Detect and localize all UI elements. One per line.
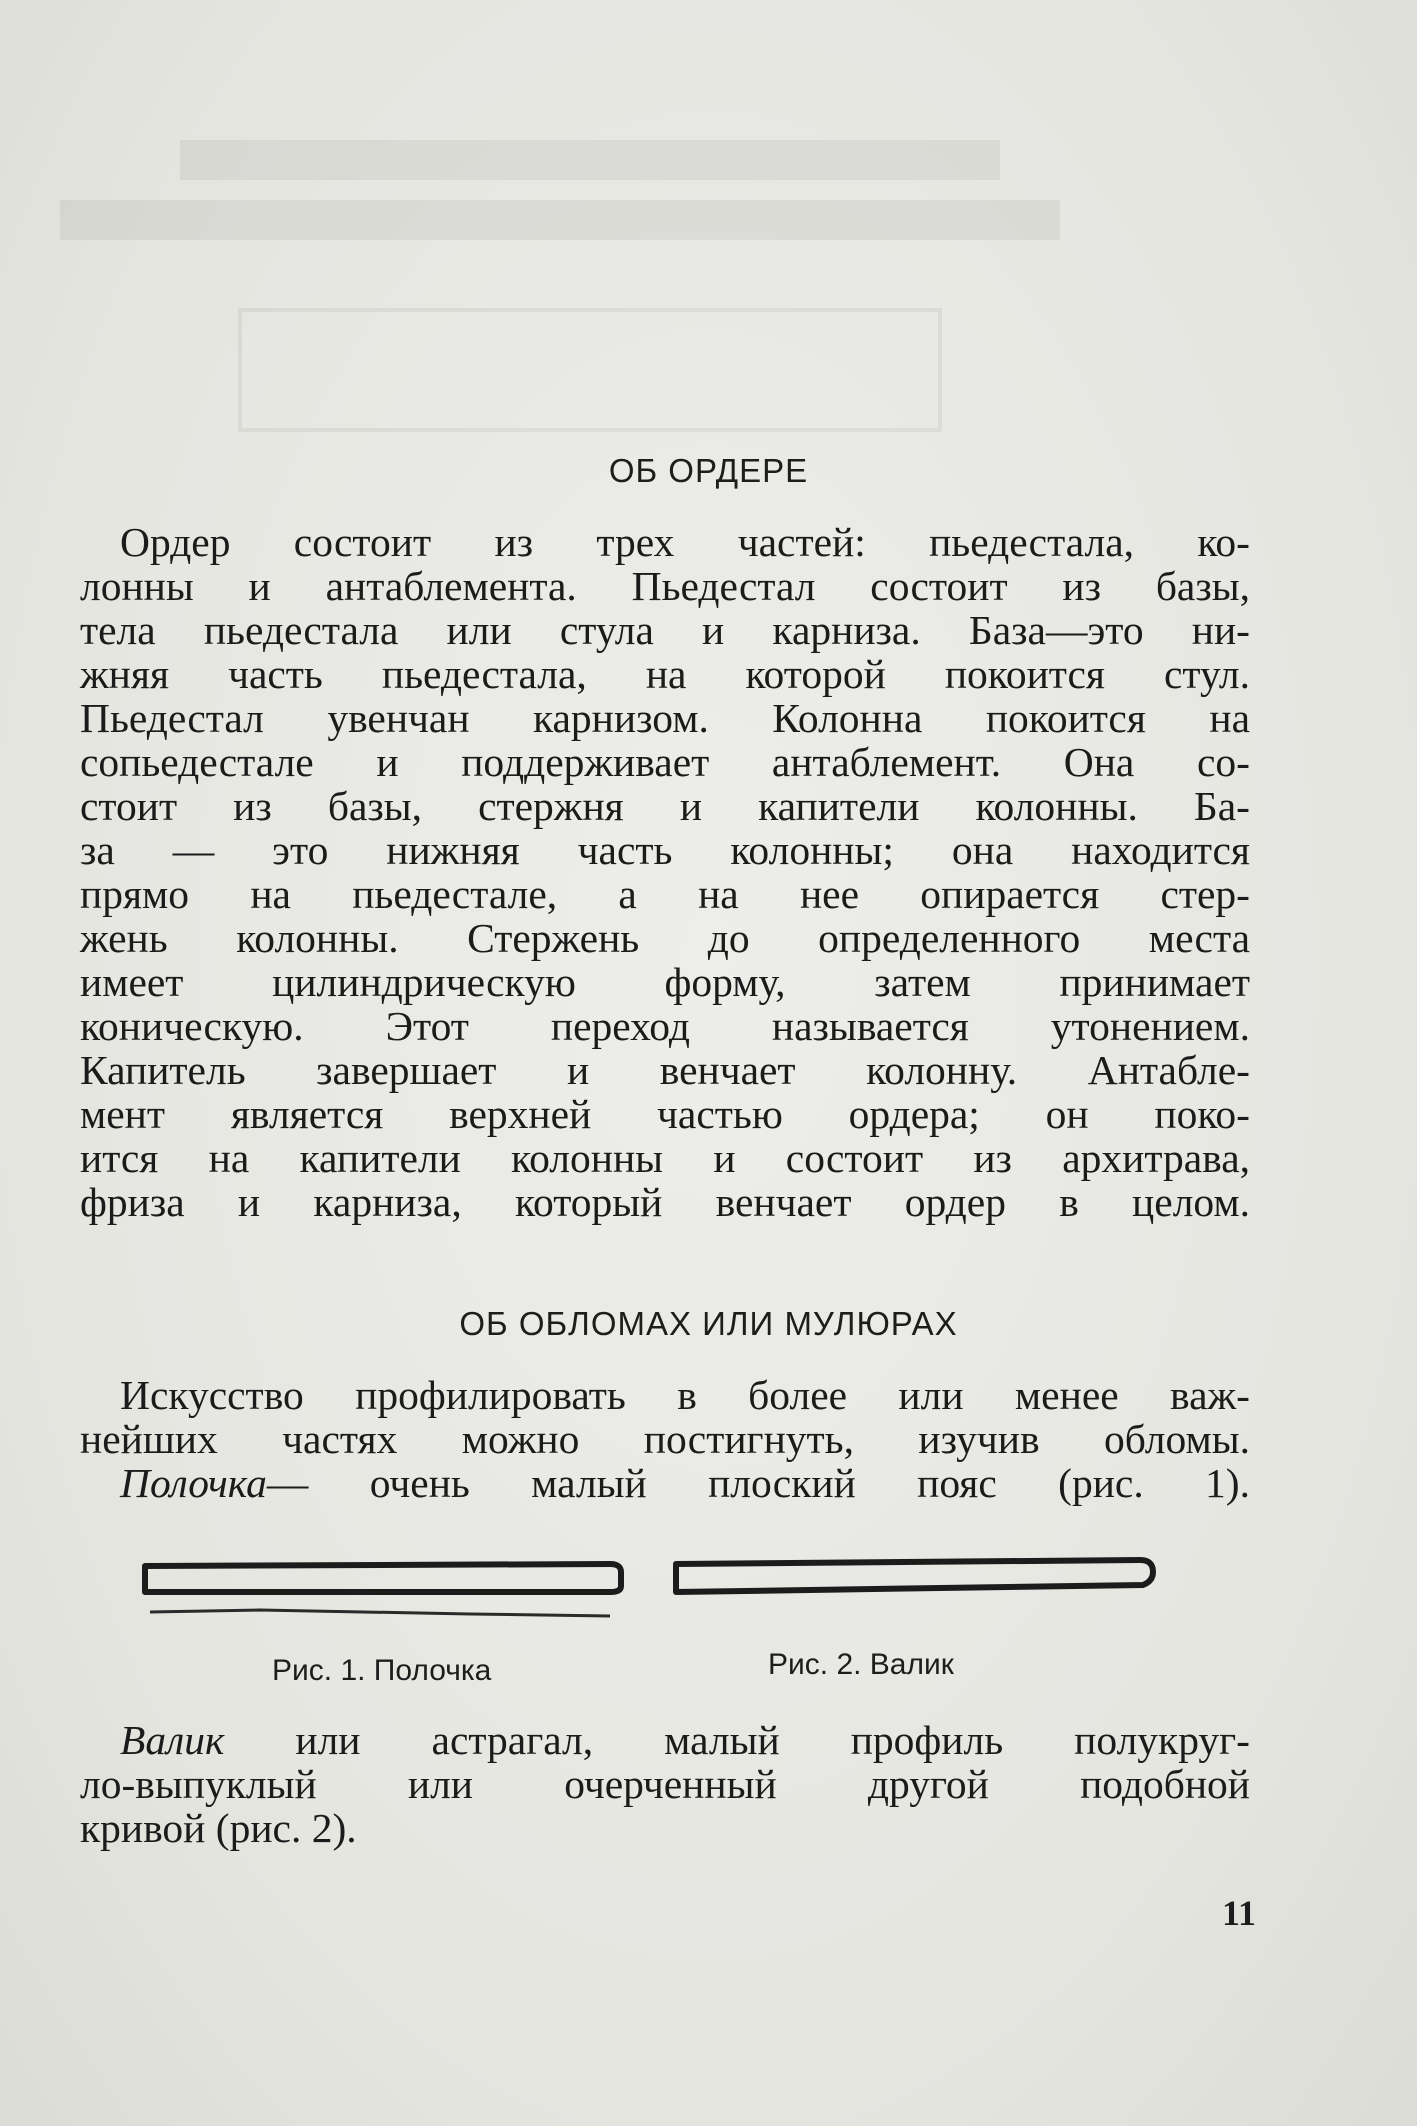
figure-2-caption: Рис. 2. Валик — [768, 1648, 954, 1681]
text-line: ло-выпуклый или очерченный другой подобной — [80, 1761, 1250, 1807]
polochka-term: Полочка — [120, 1460, 267, 1506]
text-line: коническую. Этот переход называется утонением. — [80, 1003, 1250, 1049]
text-line: имеет цилиндрическую форму, затем принимает — [80, 959, 1250, 1005]
text-line: Капитель завершает и венчает колонну. Антабле- — [80, 1047, 1250, 1093]
text-line: фриза и карниза, который венчает ордер в целом. — [80, 1179, 1250, 1225]
section-title-moldings: ОБ ОБЛОМАХ ИЛИ МУЛЮРАХ — [459, 1305, 958, 1342]
valik-definition: или астрагал, малый профиль полукруг- — [224, 1717, 1250, 1763]
valik-term: Валик — [120, 1717, 225, 1763]
flat-band-profile-icon — [145, 1564, 621, 1616]
text-line: за — это нижняя часть колонны; она находится — [80, 827, 1250, 873]
text-line: прямо на пьедестале, а на нее опирается стер- — [80, 871, 1250, 917]
text-line: тела пьедестала или стула и карниза. База—это ни- — [80, 607, 1250, 653]
text-line-content: Искусство профилировать в более или менее важ- — [120, 1372, 1250, 1418]
valik-line — [80, 1718, 1250, 1762]
polochka-definition: — очень малый плоский пояс (рис. 1). — [266, 1460, 1250, 1506]
text-line: ится на капители колонны и состоит из архитрава, — [80, 1135, 1250, 1181]
text-line — [80, 1373, 1250, 1417]
valik-paragraph — [80, 1718, 1250, 1850]
figure-1-caption: Рис. 1. Полочка — [272, 1654, 492, 1687]
polochka-line — [80, 1461, 1250, 1505]
text-line: лонны и антаблемента. Пьедестал состоит из базы, — [80, 563, 1250, 609]
text-line: Пьедестал увенчан карнизом. Колонна покоится на — [80, 695, 1250, 741]
page-number: 11 — [1222, 1893, 1257, 1933]
text-line: жень колонны. Стержень до определенного места — [80, 915, 1250, 961]
text-line — [80, 520, 1250, 564]
order-paragraph — [80, 520, 1250, 1224]
profile-figures — [140, 1550, 1180, 1630]
text-line: кривой (рис. 2). — [80, 1805, 357, 1851]
text-line: мент является верхней частью ордера; он поко- — [80, 1091, 1250, 1137]
text-line: нейших частях можно постигнуть, изучив обломы. — [80, 1416, 1250, 1462]
moldings-paragraph — [80, 1373, 1250, 1505]
rounded-roll-profile-icon — [676, 1560, 1153, 1592]
text-line-content: Ордер состоит из трех частей: пьедестала, ко- — [120, 519, 1250, 565]
text-line: сопьедестале и поддерживает антаблемент. Она со- — [80, 739, 1250, 785]
section-title-order: ОБ ОРДЕРЕ — [608, 452, 809, 489]
text-line: жняя часть пьедестала, на которой покоится стул. — [80, 651, 1250, 697]
show-through-ghost — [60, 140, 1160, 460]
text-line: стоит из базы, стержня и капители колонны. Ба- — [80, 783, 1250, 829]
